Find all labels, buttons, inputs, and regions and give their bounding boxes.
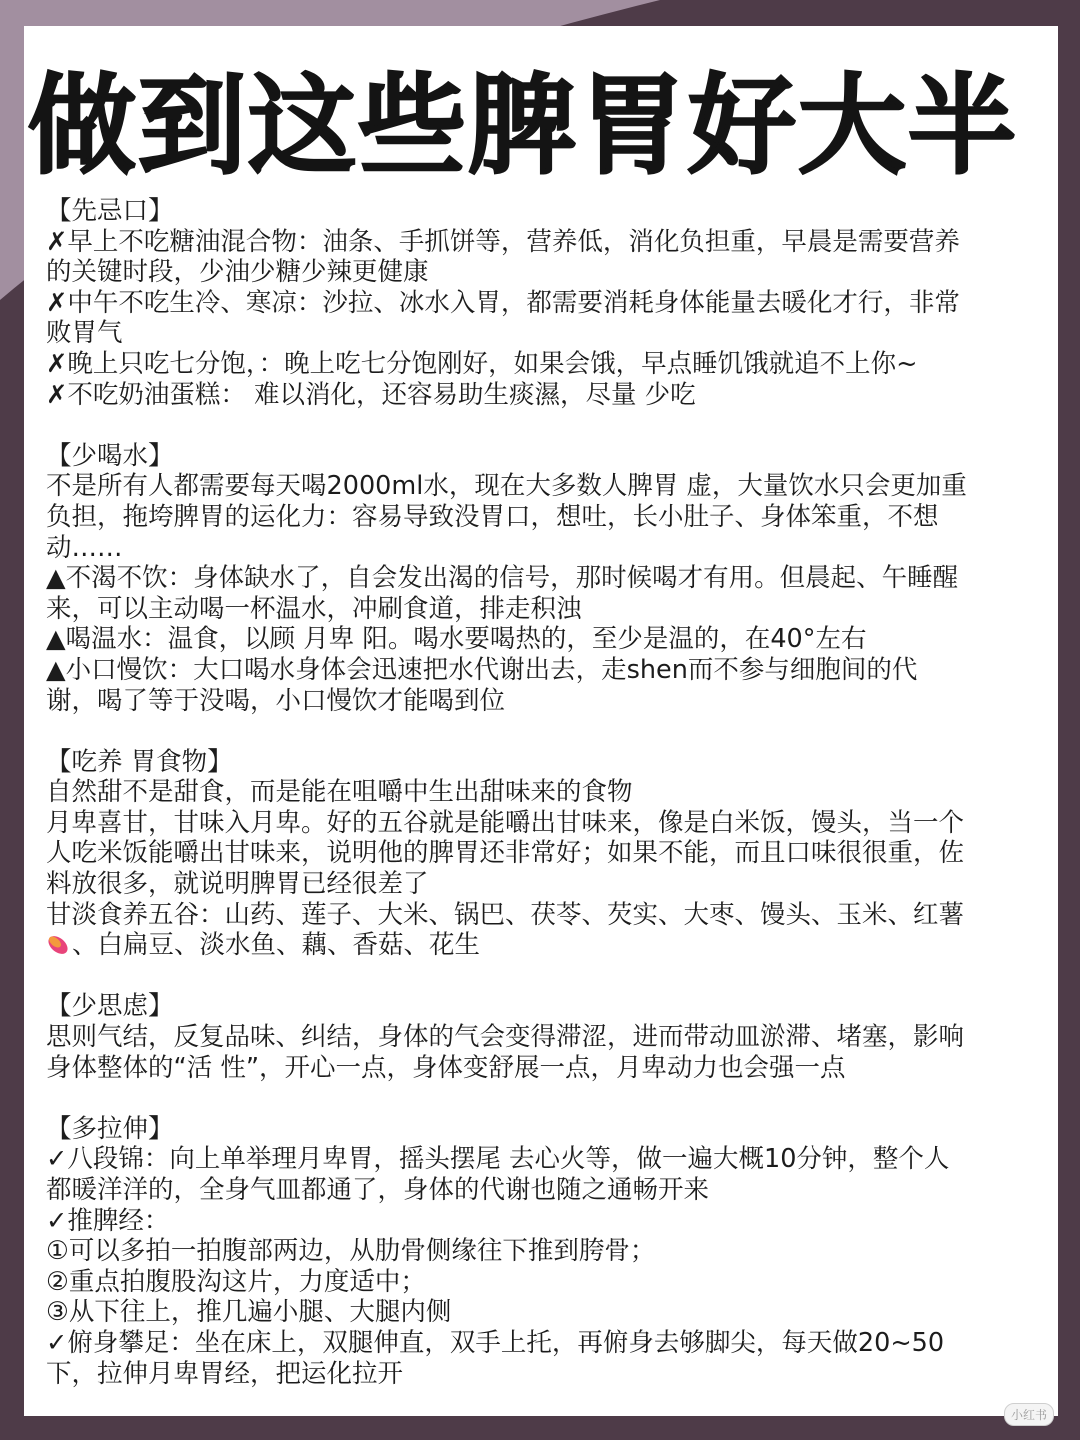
text-line: 甘淡食养五谷：山药、莲子、大米、锅巴、茯苓、芡实、大枣、馒头、玉米、红薯 [46,899,965,930]
text-line: 来，可以主动喝一杯温水，冲刷食道，排走积浊 [46,593,582,624]
section-spacer [46,1083,1038,1114]
text-line: ✗晚上只吃七分饱，：晚上吃七分饱刚好，如果会饿，早点睡饥饿就追不上你~ [46,348,918,379]
text-line: 人吃米饭能嚼出甘味来，说明他的脾胃还非常好；如果不能，而且口味很很重，佐 [46,838,965,869]
text-line: ✓推脾经： [46,1205,170,1236]
section-heading-avoid-foods: 【先忌口】 [46,196,174,226]
section-heading-stomach-foods: 【吃养 胃食物】 [46,746,233,777]
section-heading-drink-less-water: 【少喝水】 [46,440,174,471]
page-title: 做到这些脾胃好大半 [28,64,1019,189]
text-line: 思则气结，反复品味、纠结，身体的气会变得滞涩，进而带动皿淤滞、堵塞，影响 [46,1022,965,1053]
sweet-potato-icon [46,933,70,957]
text-line: ②重点拍腹股沟这片，力度适中； [46,1266,426,1297]
text-line: 不是所有人都需要每天喝2000ml水，现在大多数人脾胃 虚，大量饮水只会更加重 [46,471,967,502]
article-body [46,196,1038,1389]
text-line: 谢，喝了等于没喝，小口慢饮才能喝到位 [46,685,506,716]
watermark-logo: 小红书 [1004,1403,1054,1426]
text-line: ▲不渴不饮：身体缺水了，自会发出渴的信号，那时候喝才有用。但晨起、午睡醒 [46,563,959,594]
text-line-tail: 、白扁豆、淡水鱼、藕、香菇、花生 [72,930,481,961]
text-line: ✓俯身攀足：坐在床上，双腿伸直，双手上托，再俯身去够脚尖，每天做20~50 [46,1327,945,1358]
section-spacer [46,961,1038,992]
text-line: ✓八段锦：向上单举理月卑胃，摇头摆尾 去心火等，做一遍大概10分钟，整个人 [46,1144,950,1175]
text-line: 月卑喜甘，甘味入月卑。好的五谷就是能嚼出甘味来，像是白米饭，馒头，当一个 [46,807,965,838]
text-line-with-emoji [46,930,1038,961]
text-line: ▲小口慢饮：大口喝水身体会迅速把水代谢出去，走shen而不参与细胞间的代 [46,654,918,685]
text-line: 败胃气 [46,318,123,349]
section-spacer [46,716,1038,747]
text-line: ✗中午不吃生冷、寒凉：沙拉、冰水入胃，都需要消耗身体能量去暖化才行，非常 [46,287,960,318]
text-line: 料放很多，就说明脾胃已经很差了 [46,869,429,900]
text-line: 负担，拖垮脾胃的运化力：容易导致没胃口，想吐，长小肚子、身体笨重，不想 [46,501,939,532]
text-line: 都暖洋洋的，全身气皿都通了，身体的代谢也随之通畅开来 [46,1175,710,1205]
text-line: 自然甜不是甜食，而是能在咀嚼中生出甜味来的食物 [46,777,633,808]
text-line: 的关键时段，少油少糖少辣更健康 [46,257,429,288]
text-line: 身体整体的“活 性”，开心一点，身体变舒展一点，月卑动力也会强一点 [46,1052,846,1083]
text-line: 下，拉伸月卑胃经，把运化拉开 [46,1358,404,1389]
text-line: 动…… [46,532,123,563]
section-heading-less-worry: 【少思虑】 [46,991,174,1022]
section-heading-stretching: 【多拉伸】 [46,1113,174,1144]
text-line: ✗早上不吃糖油混合物：油条、手抓饼等，营养低，消化负担重，早晨是需要营养 [46,226,960,257]
text-line: ✗不吃奶油蛋糕： 难以消化，还容易助生痰濕，尽量 少吃 [46,379,696,410]
section-spacer [46,410,1038,441]
text-line: ▲喝温水：温食，以顾 月卑 阳。喝水要喝热的，至少是温的，在40°左右 [46,624,867,655]
text-line: ③从下往上，推几遍小腿、大腿内侧 [46,1297,452,1328]
text-line: ①可以多拍一拍腹部两边，从肋骨侧缘往下推到胯骨； [46,1236,656,1267]
